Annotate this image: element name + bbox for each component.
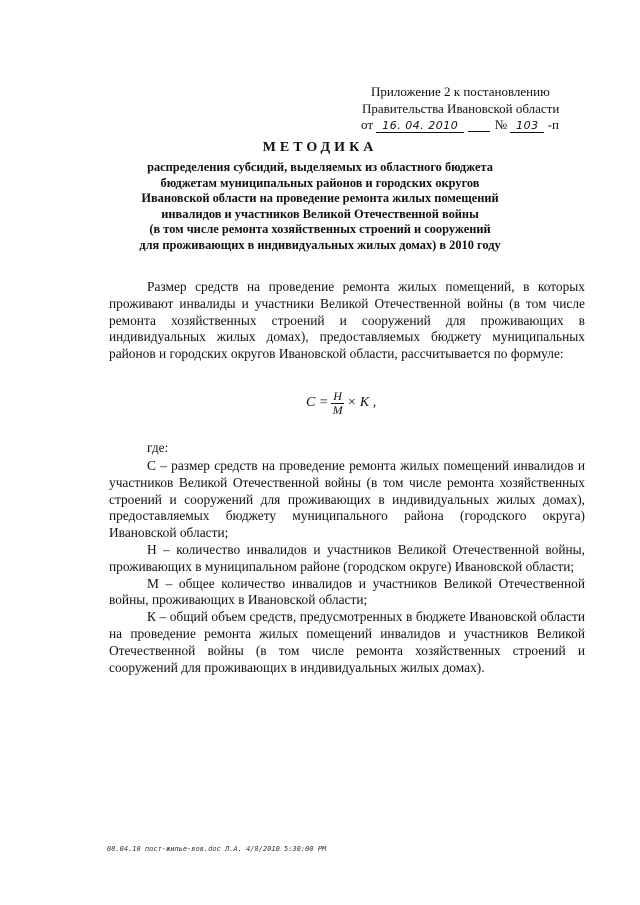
government-line: Правительства Ивановской области xyxy=(362,101,560,116)
where-label: где: xyxy=(147,440,169,455)
intro-section xyxy=(109,279,585,363)
appendix-line: Приложение 2 к постановлению xyxy=(371,84,550,99)
file-footer: 08.04.10 пост-жилье-вов.doc Л.А. 4/8/2010 5:30:00 PM xyxy=(107,845,327,853)
subtitle-line: Ивановской области на проведение ремонта жилых помещений xyxy=(141,191,499,206)
intro-paragraph: Размер средств на проведение ремонта жилых помещений, в которых проживают инвалиды и участники Великой Отечественной войны (в том числе ремонта хозяйственных строений и сооружений для проживающих в индивидуальных жилых домах), предоставляемых бюджету муниципальных районов и городских округов Ивановской области, рассчитывается по формуле: xyxy=(109,279,585,362)
definition-h: Н – количество инвалидов и участников Великой Отечественной войны, проживающих в муниципальном районе (городском округе) Ивановской области; xyxy=(109,541,585,574)
formula-lhs: C = xyxy=(306,395,329,410)
number-suffix: -п xyxy=(547,117,559,132)
subtitle-line: бюджетам муниципальных районов и городских округов xyxy=(160,175,480,190)
subtitle-line: инвалидов и участников Великой Отечественной войны xyxy=(161,206,479,221)
formula-denominator: M xyxy=(332,402,343,417)
subtitle-line: для проживающих в индивидуальных жилых домах) в 2010 году xyxy=(139,237,501,252)
handwritten-date: 16. 04. 2010 xyxy=(376,119,464,133)
number-label: № xyxy=(494,117,508,132)
definition-c: С – размер средств на проведение ремонта жилых помещений инвалидов и участников Великой Отечественной войны (в том числе ремонта хозяйственных строений и сооружений для проживающих в индивидуальных жилых домах), предоставляемых бюджету муниципального района (городского округа) Ивановской области; xyxy=(109,458,585,541)
subtitle-line: распределения субсидий, выделяемых из областного бюджета xyxy=(147,160,493,174)
formula-fraction xyxy=(331,390,344,417)
document-subtitle xyxy=(90,160,550,254)
subtitle-line: (в том числе ремонта хозяйственных строений и сооружений xyxy=(149,222,491,237)
date-prefix: от xyxy=(361,117,374,132)
formula-numerator: H xyxy=(333,388,342,403)
definitions-section xyxy=(109,458,585,676)
date-number-line xyxy=(361,117,591,133)
document-title: МЕТОДИКА xyxy=(262,140,378,155)
formula xyxy=(306,383,376,423)
underline-gap xyxy=(468,117,492,133)
handwritten-number: 103 xyxy=(510,119,544,133)
definition-m: М – общее количество инвалидов и участников Великой Отечественной войны, проживающих в Ивановской области; xyxy=(109,575,585,608)
formula-rhs: × K , xyxy=(346,395,377,410)
definition-k: К – общий объем средств, предусмотренных в бюджете Ивановской области на проведение ремонта жилых помещений инвалидов и участников Великой Отечественной войны (в том числе ремонта хозяйственных строений и сооружений для проживающих в индивидуальных жилых домах). xyxy=(109,609,585,675)
